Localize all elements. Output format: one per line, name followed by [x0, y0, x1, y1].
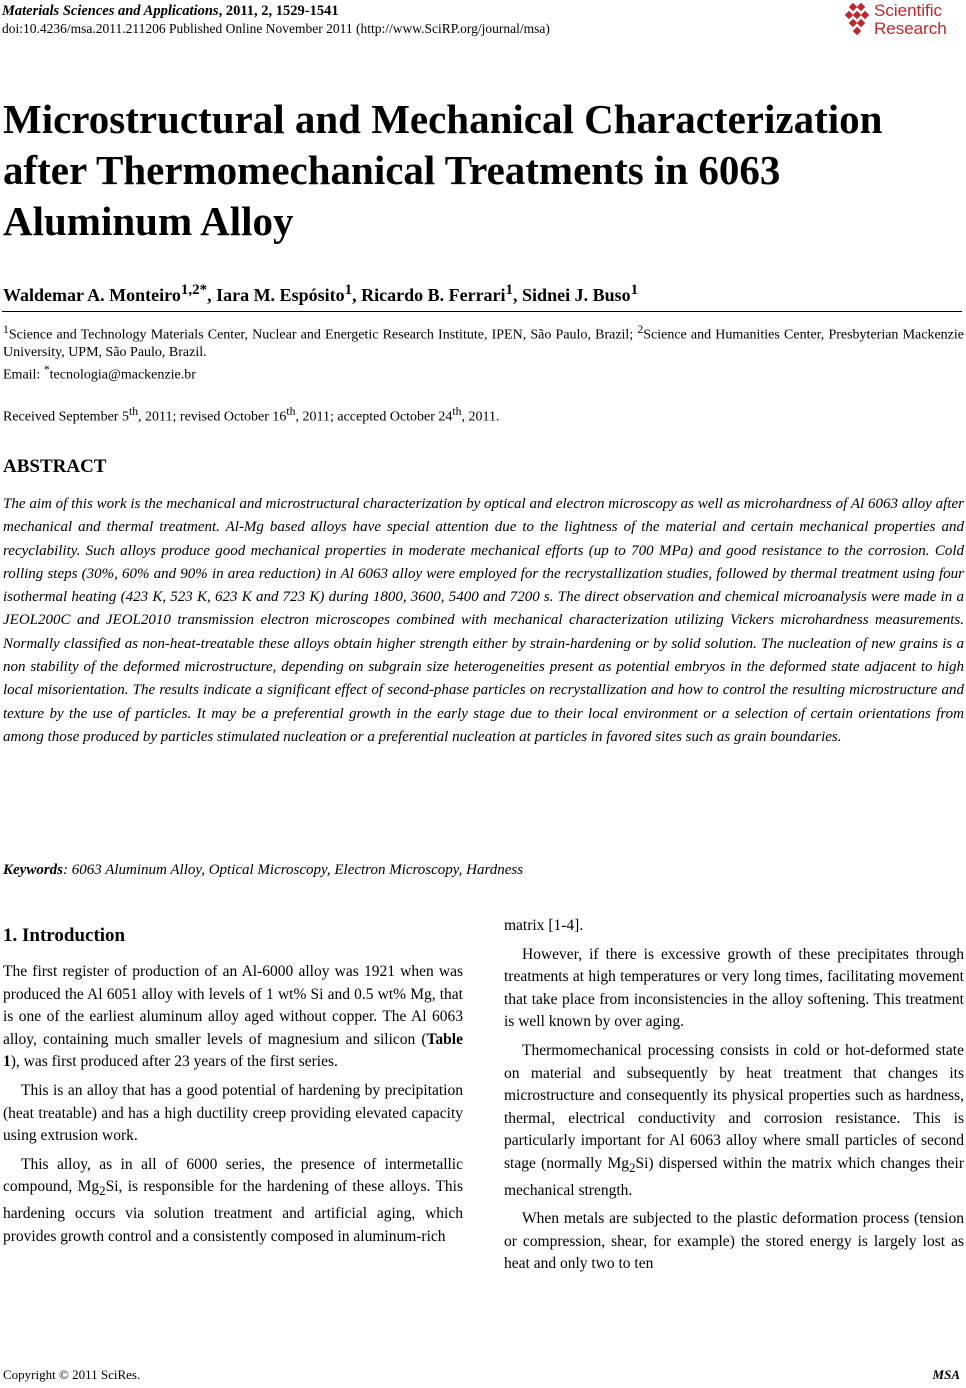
author: Ricardo B. Ferrari$^1$, [361, 282, 523, 305]
affiliation-text: $^1$Science and Technology Materials Center, Nuclear and Energetic Research Institute, IPEN, São Paulo, Brazil; $^2$Science and Humanities Center, Presbyterian Mackenzie University, UPM, São Paulo, Brazil. [3, 323, 964, 360]
logo-mark-icon [842, 2, 872, 38]
affiliations [3, 321, 964, 383]
logo-text [874, 2, 947, 38]
page-footer [3, 1367, 960, 1383]
section-heading-introduction: 1. Introduction [3, 925, 126, 946]
logo-line1: Scientific [874, 1, 943, 20]
author: Waldemar A. Monteiro$^{1,2*}$, [3, 282, 217, 305]
logo-line2: Research [874, 19, 947, 38]
keywords-label: Keywords [3, 862, 63, 878]
header-divider [2, 311, 962, 312]
author-list [3, 282, 638, 306]
table-reference: Table 1 [3, 1030, 463, 1071]
paragraph: matrix [1-4]. [504, 917, 584, 934]
email-line: Email: *tecnologia@mackenzie.br [3, 362, 196, 383]
volume-info: , 2011, 2, 1529-1541 [218, 3, 339, 19]
journal-name: Materials Sciences and Applications [2, 3, 219, 19]
paragraph: However, if there is excessive growth of these precipitates through treatments at high temperatures or very long times, facilitating movement that take place from inconsistencies in the alloy softening. This treatment is well known by over aging. [504, 945, 964, 1031]
abstract-heading: ABSTRACT [3, 456, 107, 477]
paragraph: This alloy, as in all of 6000 series, the presence of intermetallic compound, $Mg_2Si$, is responsible for the hardening of these alloys. This hardening occurs via solution treatment and artificial aging, which provides growth control and a consistently composed in aluminum-rich [3, 1155, 463, 1245]
left-column [3, 961, 463, 1254]
right-column [504, 915, 964, 1282]
copyright: Copyright © 2011 SciRes. [3, 1367, 141, 1382]
paragraph: When metals are subjected to the plastic deformation process (tension or compression, shear, for example) the stored energy is largely lost as heat and only two to ten [504, 1210, 964, 1273]
email-address: tecnologia@mackenzie.br [49, 367, 196, 383]
paragraph: Thermomechanical processing consists in cold or hot-deformed state on material and subsequently by heat treatment that changes its microstructure and consequently its physical properties such as hardness, thermal, electrical conductivity and corrosion resistance. This is particularly important for Al 6063 alloy where small particles of second stage (normally $Mg_2Si$) dispersed within the matrix which changes their mechanical strength. [504, 1041, 964, 1199]
dates-line: Received September 5th, 2011; revised October 16th, 2011; accepted October 24th, 2011. [3, 405, 500, 425]
publisher-logo [842, 2, 962, 42]
paper-title: Microstructural and Mechanical Characterization after Thermomechanical Treatments in 6063 Aluminum Alloy [3, 96, 883, 244]
keywords-line [3, 862, 523, 879]
doi-line: doi:10.4236/msa.2011.211206 Published Online November 2011 (http://www.SciRP.org/journal/msa) [2, 21, 550, 36]
keywords-list: : 6063 Aluminum Alloy, Optical Microscopy, Electron Microscopy, Hardness [63, 862, 524, 878]
journal-citation [2, 2, 550, 20]
abstract-text: The aim of this work is the mechanical and microstructural characterization by optical and electron microscopy as well as microhardness of Al 6063 alloy after mechanical and thermal treatment. Al-Mg based alloys have special attention due to the lightness of the material and certain mechanical properties and recyclability. Such alloys produce good mechanical properties in moderate mechanical efforts (up to 700 MPa) and good resistance to the corrosion. Cold rolling steps (30%, 60% and 90% in area reduction) in Al 6063 alloy were employed for the recrystallization studies, followed by thermal treatment using four isothermal heating (423 K, 523 K, 623 K and 723 K) during 1800, 3600, 5400 and 7200 s. The direct observation and chemical microanalysis were made in a JEOL200C and JEOL2010 transmission electron microscopes combined with mechanical characterization utilizing Vickers microhardness measurements. Normally classified as non-heat-treatable these alloys obtain higher strength either by strain-hardening or by solid solution. The nucleation of new grains is a non stability of the deformed microstructure, depending on subgrain size heterogeneities present as potential embryos in the deformed state adjacent to high local misorientation. The results indicate a significant effect of second-phase particles on recrystallization and how to control the resulting microstructure and texture by the use of particles. It may be a preferential growth in the early stage due to their local environment or a selection of certain orientations from among those produced by particles stimulated nucleation or a preferential nucleation at particles in favored sites such as grain boundaries. [3, 496, 964, 745]
paragraph: This is an alloy that has a good potential of hardening by precipitation (heat treatable) and has a high ductility creep providing elevated capacity using extrusion work. [3, 1081, 463, 1145]
journal-abbreviation: MSA [932, 1367, 960, 1382]
running-header [2, 2, 550, 38]
paragraph: The first register of production of an Al-6000 alloy was 1921 when was produced the Al 6051 alloy with levels of 1 wt% Si and 0.5 wt% Mg, that is one of the earliest aluminum alloy aged without copper. The Al 6063 alloy, containing much smaller levels of magnesium and silicon (Table 1), was first produced after 23 years of the first series. [3, 963, 463, 1071]
author: Iara M. Espósito$^1$, [216, 282, 362, 305]
author: Sidnei J. Buso$^1$ [522, 282, 639, 305]
